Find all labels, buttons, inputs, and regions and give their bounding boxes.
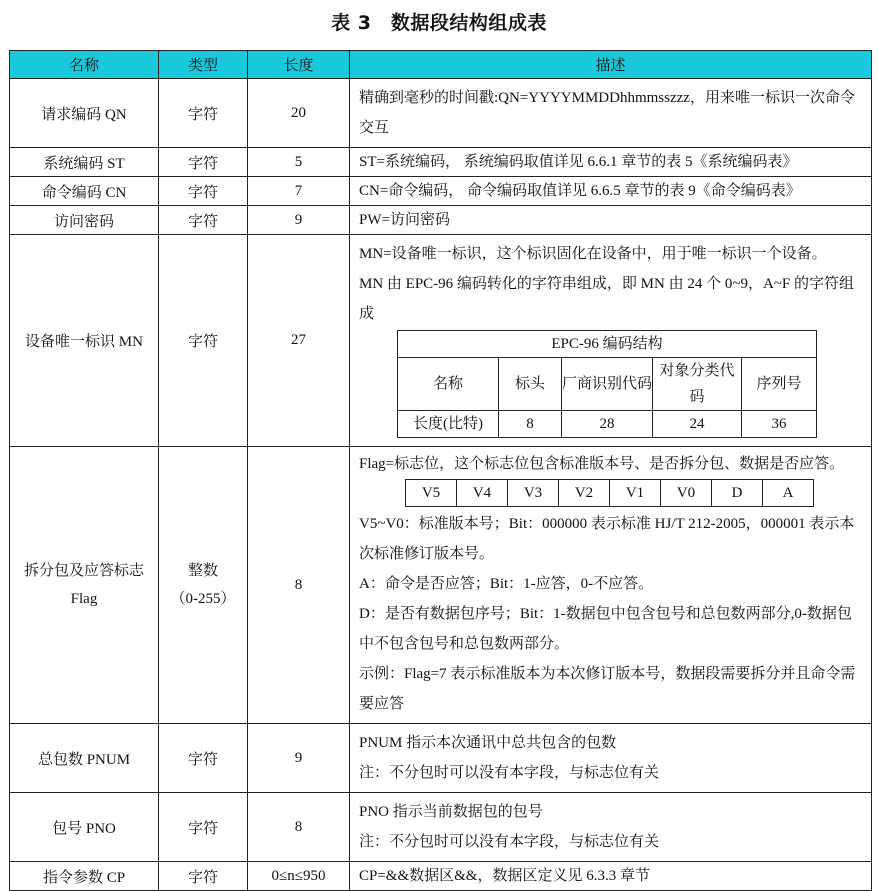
row-name: 拆分包及应答标志 Flag [10,447,159,724]
row-name: 指令参数 CP [10,862,159,891]
row-desc [350,79,872,148]
table-title: 表 3 数据段结构组成表 [331,12,547,34]
table-row [10,206,872,235]
flag-bit: V3 [508,480,559,507]
table-row [10,793,872,862]
flag-bit: V2 [559,480,610,507]
desc-line: MN 由 EPC-96 编码转化的字符串组成，即 MN 由 24 个 0~9，A~F 的字符组成 [359,276,855,322]
desc-line: Flag=标志位，这个标志位包含标准版本号、是否拆分包、数据是否应答。 [359,456,845,472]
row-desc [350,206,872,235]
epc96-header: 厂商识别代码 [562,358,653,411]
row-length: 5 [248,148,350,177]
row-desc [350,177,872,206]
table-row [10,79,872,148]
table-row [10,862,872,891]
row-type-value: 整数 [187,563,218,579]
flag-bit: V5 [406,480,457,507]
desc-line: 注：不分包时可以没有本字段，与标志位有关 [359,765,660,781]
epc96-value: 28 [562,411,653,438]
row-type: 字符 [159,724,248,793]
table-row [10,148,872,177]
row-length: 0≤n≤950 [248,862,350,891]
row-type: 字符 [159,862,248,891]
flag-bit: V0 [661,480,712,507]
epc96-header: 序列号 [742,358,817,411]
row-length: 9 [248,206,350,235]
header-row [10,51,872,79]
row-type: 字符 [159,793,248,862]
desc-line: PNO 指示当前数据包的包号 [359,804,543,820]
row-length: 7 [248,177,350,206]
epc96-row-label: 长度(比特) [398,411,499,438]
row-length: 27 [248,235,350,447]
desc-line: PW=访问密码 [359,212,450,228]
desc-line: 注：不分包时可以没有本字段，与标志位有关 [359,834,660,850]
table-row [10,724,872,793]
data-segment-table [9,50,872,891]
row-desc [350,862,872,891]
epc96-value: 24 [653,411,742,438]
table-row [10,235,872,447]
table-row [10,177,872,206]
flag-bit: V4 [457,480,508,507]
header-type: 类型 [159,51,248,79]
row-length: 8 [248,793,350,862]
flag-bit: A [763,480,814,507]
row-type: 字符 [159,206,248,235]
epc96-value: 8 [499,411,562,438]
row-length: 8 [248,447,350,724]
desc-line: 精确到毫秒的时间戳:QN=YYYYMMDDhhmmsszzz，用来唯一标识一次命令交互 [359,90,855,136]
row-desc [350,447,872,724]
row-type [159,447,248,724]
header-length: 长度 [248,51,350,79]
row-desc [350,793,872,862]
row-name: 包号 PNO [10,793,159,862]
desc-line: 示例：Flag=7 表示标准版本为本次修订版本号，数据段需要拆分并且命令需要应答 [359,666,856,712]
desc-line: MN=设备唯一标识，这个标识固化在设备中，用于唯一标识一个设备。 [359,246,827,262]
table-row [10,447,872,724]
header-desc: 描述 [350,51,872,79]
desc-line: D：是否有数据包序号；Bit：1-数据包中包含包号和总包数两部分,0-数据包中不包含包号和总包数两部分。 [359,606,852,652]
epc96-table [397,330,817,438]
row-type-note: （0-255） [170,591,236,607]
row-type: 字符 [159,148,248,177]
desc-line: CP=&&数据区&&，数据区定义见 6.3.3 章节 [359,868,650,884]
row-name: 总包数 PNUM [10,724,159,793]
desc-line: PNUM 指示本次通讯中总共包含的包数 [359,735,617,751]
epc96-caption: EPC-96 编码结构 [398,331,817,358]
row-name: 请求编码 QN [10,79,159,148]
row-name: 设备唯一标识 MN [10,235,159,447]
row-desc [350,235,872,447]
row-name: 系统编码 ST [10,148,159,177]
flag-bit: V1 [610,480,661,507]
row-desc [350,724,872,793]
epc96-header: 对象分类代码 [653,358,742,411]
row-length: 9 [248,724,350,793]
flag-bit: D [712,480,763,507]
desc-line: V5~V0：标准版本号；Bit：000000 表示标准 HJ/T 212-2005，000001 表示本次标准修订版本号。 [359,516,855,562]
epc96-header: 标头 [499,358,562,411]
desc-line: A：命令是否应答；Bit：1-应答，0-不应答。 [359,576,654,592]
row-type: 字符 [159,177,248,206]
epc96-header: 名称 [398,358,499,411]
flag-bits-table [405,479,814,507]
row-type: 字符 [159,79,248,148]
desc-line: CN=命令编码， 命令编码取值详见 6.6.5 章节的表 9《命令编码表》 [359,183,801,199]
row-length: 20 [248,79,350,148]
header-name: 名称 [10,51,159,79]
row-type: 字符 [159,235,248,447]
desc-line: ST=系统编码， 系统编码取值详见 6.6.1 章节的表 5《系统编码表》 [359,154,798,170]
row-name: 命令编码 CN [10,177,159,206]
row-name: 访问密码 [10,206,159,235]
epc96-value: 36 [742,411,817,438]
row-desc [350,148,872,177]
